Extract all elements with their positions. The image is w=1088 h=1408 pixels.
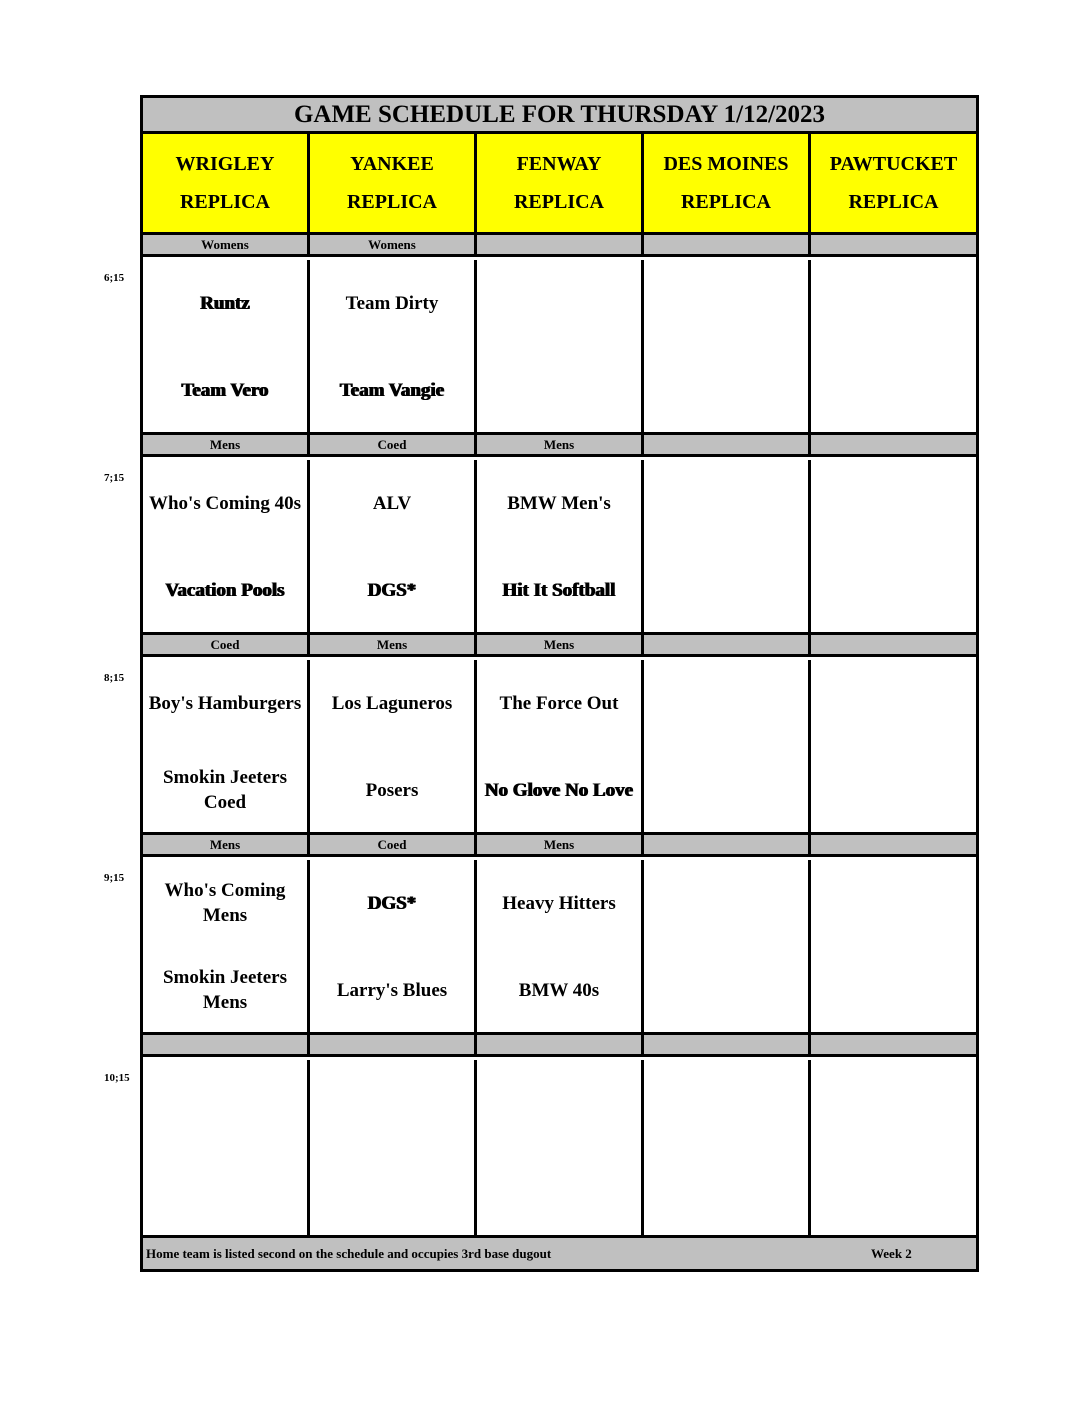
away-team: DGS*	[367, 892, 417, 914]
away-team: Heavy Hitters	[502, 892, 616, 914]
away-team	[811, 264, 976, 342]
home-team	[811, 350, 976, 430]
home-team: Larry's Blues	[336, 979, 448, 1001]
division-label	[477, 235, 644, 257]
division-label: Mens	[477, 435, 644, 457]
division-label: Womens	[143, 235, 310, 257]
division-label: Mens	[477, 635, 644, 657]
home-team: Vacation Pools	[165, 579, 285, 601]
home-team	[811, 550, 976, 630]
game-cell	[477, 660, 644, 835]
game-cell	[644, 660, 811, 835]
away-team: Who's Coming 40s	[148, 492, 302, 514]
division-label: Mens	[143, 835, 310, 857]
schedule-sheet	[140, 95, 979, 1272]
game-cell	[811, 1060, 976, 1235]
time-label: 9;15	[104, 872, 125, 884]
time-label: 7;15	[104, 472, 125, 484]
away-team	[477, 1064, 641, 1142]
division-label	[143, 1035, 310, 1057]
field-name: FENWAY	[516, 153, 602, 175]
away-team	[644, 264, 808, 342]
home-team	[477, 1150, 641, 1230]
field-subtitle: REPLICA	[848, 191, 939, 213]
game-cell	[310, 1060, 477, 1235]
field-subtitle: REPLICA	[346, 191, 437, 213]
home-team	[644, 350, 808, 430]
home-team: Hit It Softball	[502, 579, 616, 601]
away-team	[811, 864, 976, 942]
game-cell	[310, 460, 477, 635]
division-label: Coed	[143, 635, 310, 657]
away-team	[811, 464, 976, 542]
home-team	[143, 1150, 307, 1230]
home-team	[644, 550, 808, 630]
field-header-wrigley	[143, 134, 310, 235]
field-header-yankee	[310, 134, 477, 235]
away-team: Los Laguneros	[331, 692, 453, 714]
home-team	[310, 1150, 474, 1230]
field-subtitle: REPLICA	[680, 191, 771, 213]
away-team	[811, 1064, 976, 1142]
home-team: Team Vangie	[339, 379, 445, 401]
field-header-des-moines	[644, 134, 811, 235]
away-team	[477, 264, 641, 342]
game-cell	[310, 660, 477, 835]
away-team: Runtz	[200, 292, 250, 314]
home-team	[644, 1150, 808, 1230]
field-subtitle: REPLICA	[179, 191, 270, 213]
game-cell	[143, 860, 310, 1035]
away-team	[644, 664, 808, 742]
game-cell	[143, 1060, 310, 1235]
field-subtitle: REPLICA	[513, 191, 604, 213]
away-team	[644, 464, 808, 542]
home-team: No Glove No Love	[484, 779, 634, 801]
home-team: DGS*	[367, 579, 417, 601]
home-team	[811, 750, 976, 830]
away-team: Team Dirty	[345, 292, 439, 314]
division-label	[644, 835, 811, 857]
home-team: Smokin Jeeters Coed	[162, 767, 287, 813]
division-label	[811, 235, 976, 257]
away-team	[811, 664, 976, 742]
division-label	[477, 1035, 644, 1057]
game-cell	[644, 860, 811, 1035]
division-label: Mens	[310, 635, 477, 657]
schedule-footer	[143, 1235, 976, 1269]
game-cell	[811, 460, 976, 635]
game-cell	[477, 460, 644, 635]
field-name: DES MOINES	[663, 153, 789, 175]
away-team: Who's Coming Mens	[164, 880, 286, 926]
home-team	[644, 750, 808, 830]
field-name: WRIGLEY	[175, 153, 275, 175]
division-label: Mens	[477, 835, 644, 857]
away-team: ALV	[372, 492, 412, 514]
division-label	[644, 435, 811, 457]
game-cell	[811, 860, 976, 1035]
home-team	[811, 950, 976, 1030]
division-label: Womens	[310, 235, 477, 257]
time-label: 10;15	[104, 1072, 130, 1084]
division-label	[811, 435, 976, 457]
game-cell	[644, 1060, 811, 1235]
division-label	[644, 1035, 811, 1057]
division-label	[644, 635, 811, 657]
away-team	[644, 864, 808, 942]
division-label: Mens	[143, 435, 310, 457]
footer-note: Home team is listed second on the schedule and occupies 3rd base dugout	[146, 1246, 552, 1261]
field-name: PAWTUCKET	[829, 153, 958, 175]
game-cell	[477, 860, 644, 1035]
game-cell	[143, 460, 310, 635]
home-team	[811, 1150, 976, 1230]
game-cell	[310, 260, 477, 435]
field-header-fenway	[477, 134, 644, 235]
division-label	[811, 635, 976, 657]
home-team: BMW 40s	[518, 979, 600, 1001]
division-label	[310, 1035, 477, 1057]
away-team: Boy's Hamburgers	[148, 692, 302, 714]
schedule-title: GAME SCHEDULE FOR THURSDAY 1/12/2023	[143, 98, 976, 134]
division-label	[811, 835, 976, 857]
game-cell	[811, 260, 976, 435]
home-team: Team Vero	[181, 379, 269, 401]
game-cell	[477, 1060, 644, 1235]
division-label: Coed	[310, 835, 477, 857]
game-cell	[143, 660, 310, 835]
away-team: BMW Men's	[507, 492, 611, 514]
away-team: The Force Out	[499, 692, 619, 714]
game-cell	[644, 460, 811, 635]
home-team: Smokin Jeeters Mens	[162, 967, 287, 1013]
field-name: YANKEE	[350, 153, 434, 175]
away-team	[644, 1064, 808, 1142]
field-header-pawtucket	[811, 134, 976, 235]
game-cell	[310, 860, 477, 1035]
game-cell	[477, 260, 644, 435]
week-label: Week 2	[871, 1246, 912, 1261]
home-team	[477, 350, 641, 430]
game-cell	[143, 260, 310, 435]
division-label	[811, 1035, 976, 1057]
away-team	[143, 1064, 307, 1142]
time-label: 6;15	[104, 272, 125, 284]
division-label: Coed	[310, 435, 477, 457]
game-cell	[811, 660, 976, 835]
game-cell	[644, 260, 811, 435]
home-team: Posers	[365, 779, 419, 801]
home-team	[644, 950, 808, 1030]
division-label	[644, 235, 811, 257]
time-label: 8;15	[104, 672, 125, 684]
away-team	[310, 1064, 474, 1142]
